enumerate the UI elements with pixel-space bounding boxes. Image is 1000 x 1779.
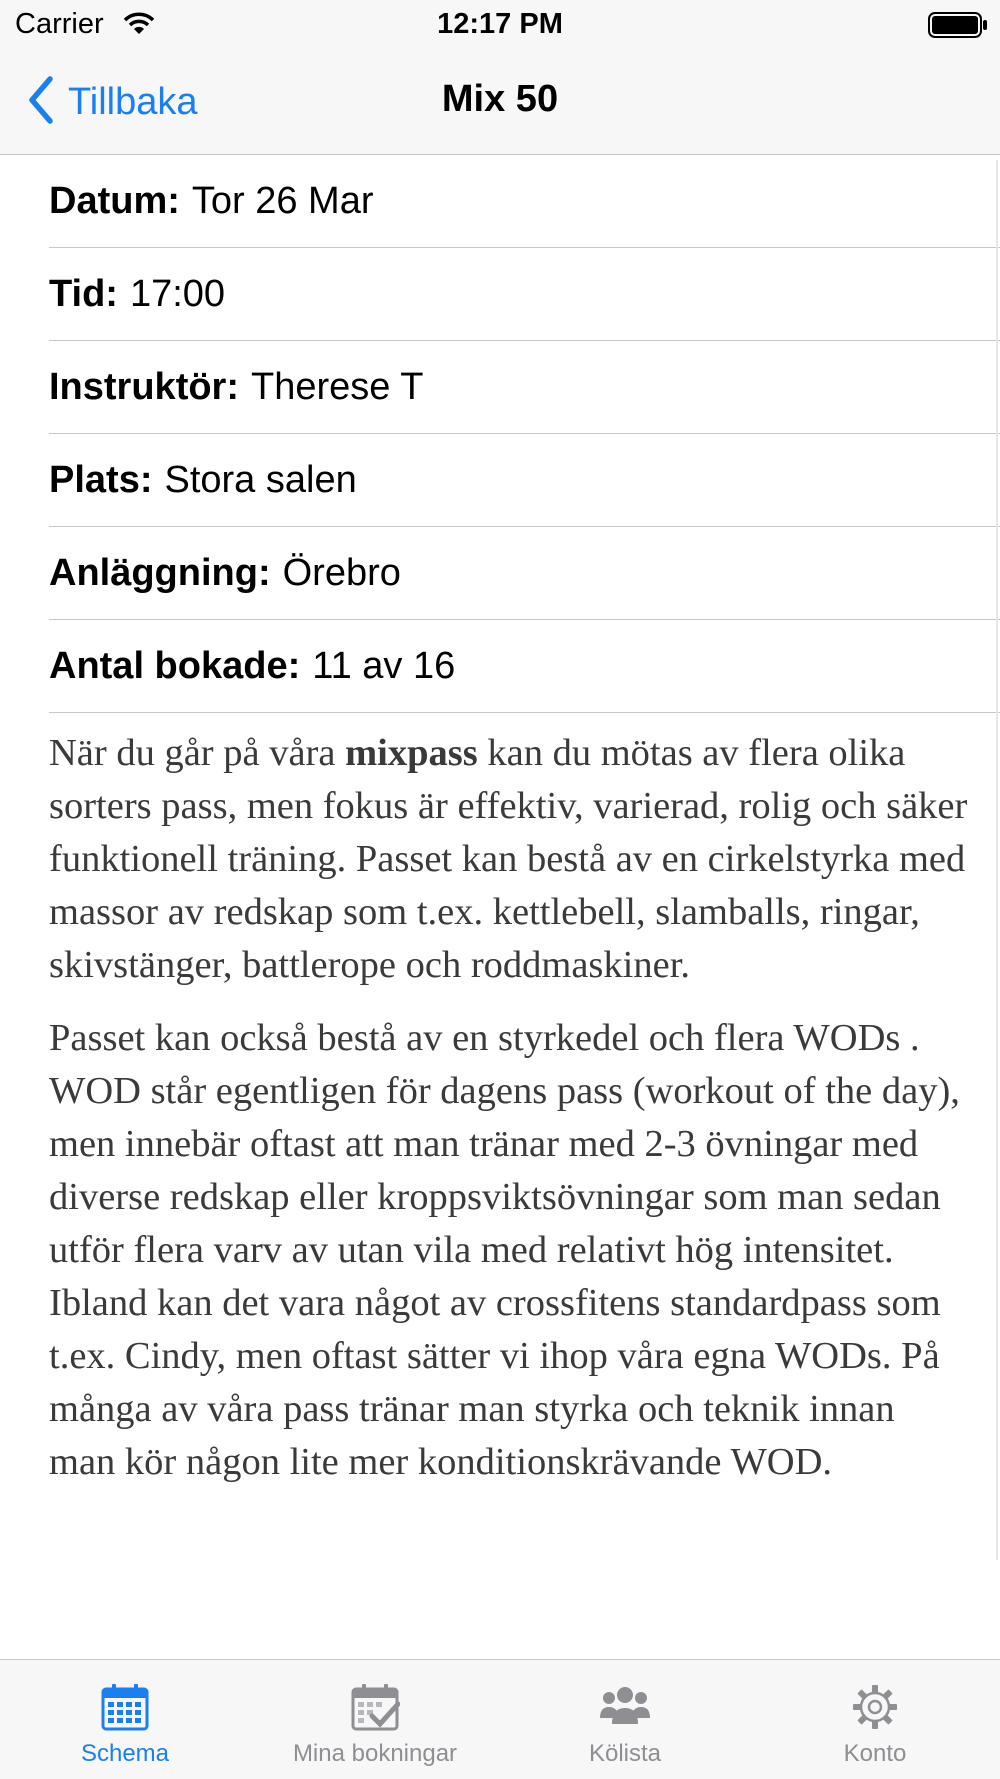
description-paragraph (49, 727, 969, 992)
description-paragraph: Passet kan också bestå av en styrkedel och flera WODs . WOD står egentligen för dagens pass (workout of the day), men innebär oftast att man tränar med 2-3 övningar med diverse redskap eller kroppsviktsövningar som man sedan utför flera varv av utan vila med relativt hög intensitet. Ibland kan det vara något av crossfitens standardpass som t.ex. Cindy, men oftast sätter vi ihop våra egna WODs. På många av våra pass tränar man styrka och teknik innan man kör någon lite mer konditionskrävande WOD. (49, 1017, 960, 1483)
battery-icon (928, 12, 988, 43)
back-label: Tillbaka (68, 80, 198, 123)
detail-label: Antal bokade: (49, 644, 301, 687)
class-details (0, 155, 1000, 713)
status-bar (0, 0, 1000, 50)
detail-row-instructor (49, 341, 1000, 434)
group-icon (598, 1682, 652, 1737)
description-text: När du går på våra (49, 732, 346, 774)
detail-value: 17:00 (129, 272, 226, 315)
detail-label: Tid: (49, 272, 118, 315)
detail-value: Therese T (251, 365, 424, 408)
tab-bar (0, 1659, 1000, 1779)
status-time: 12:17 PM (437, 8, 563, 40)
detail-row-booked (49, 620, 1000, 713)
detail-row-date (49, 155, 1000, 248)
detail-label: Instruktör: (49, 365, 239, 408)
description-text: kan du mötas av flera olika sorters pass, men fokus är effektiv, varierad, rolig och säker funktionell träning. Passet kan bestå av en cirkelstyrka med massor av redskap som t.ex. kettlebell, slamballs, ringar, skivstänger, battlerope och roddmaskiner. (49, 732, 968, 986)
detail-value: Örebro (282, 551, 401, 594)
calendar-icon (100, 1682, 150, 1737)
navigation-bar (0, 50, 1000, 155)
detail-value: 11 av 16 (312, 644, 456, 687)
tab-mina-bokningar[interactable] (250, 1660, 500, 1779)
tab-schema[interactable] (0, 1660, 250, 1779)
tab-label: Mina bokningar (292, 1740, 458, 1767)
carrier-label: Carrier (15, 8, 104, 40)
calendar-check-icon (350, 1682, 400, 1737)
detail-value: Tor 26 Mar (191, 179, 374, 222)
scroll-indicator (996, 160, 998, 1560)
tab-label: Kölista (588, 1740, 662, 1767)
tab-kolista[interactable] (500, 1660, 750, 1779)
tab-label: Schema (80, 1740, 170, 1767)
tab-konto[interactable] (750, 1660, 1000, 1779)
tab-label: Konto (843, 1740, 907, 1767)
page-title: Mix 50 (441, 78, 559, 120)
detail-value: Stora salen (164, 458, 357, 501)
detail-row-facility (49, 527, 1000, 620)
description-bold-text: mixpass (345, 732, 478, 774)
class-description (49, 727, 969, 1509)
detail-row-time (49, 248, 1000, 341)
detail-row-location (49, 434, 1000, 527)
gear-icon (850, 1682, 900, 1737)
detail-label: Anläggning: (49, 551, 271, 594)
detail-label: Datum: (49, 179, 180, 222)
detail-label: Plats: (49, 458, 153, 501)
